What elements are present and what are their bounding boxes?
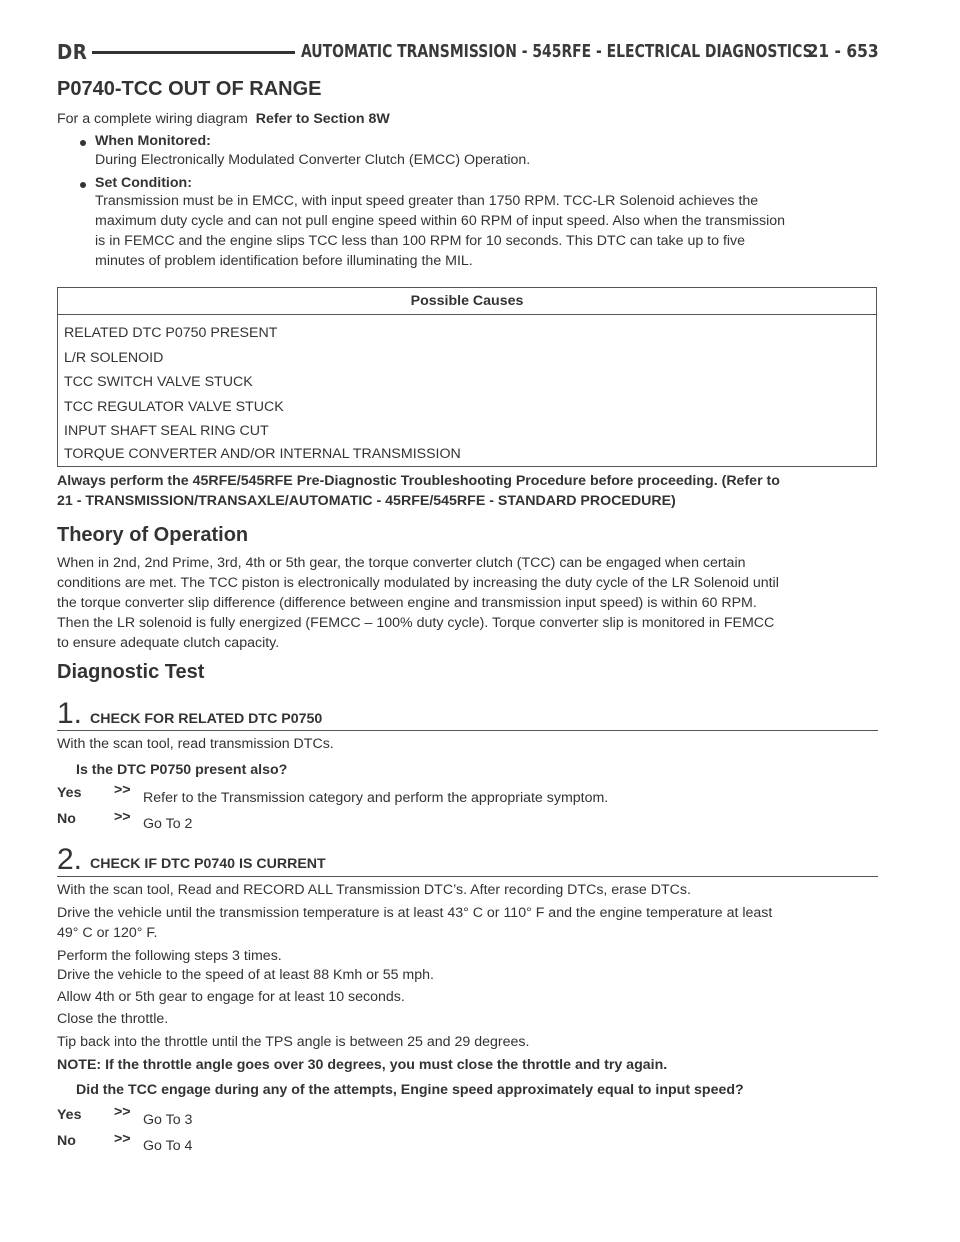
set-condition-line: maximum duty cycle and can not pull engine speed within 60 RPM of input speed. Also when the transmission <box>95 213 786 229</box>
theory-line: the torque converter slip difference (difference between engine and transmission input speed) is within 60 RPM. <box>57 595 757 611</box>
step-2-rule <box>57 876 878 877</box>
step-2-yes-label: Yes <box>57 1107 82 1123</box>
step-1-rule <box>57 730 878 731</box>
step-1-yes-arrow: >> <box>114 782 131 798</box>
step-2-title: CHECK IF DTC P0740 IS CURRENT <box>90 856 326 872</box>
step-2-line: Drive the vehicle to the speed of at least 88 Kmh or 55 mph. <box>57 967 434 983</box>
table-row: TCC REGULATOR VALVE STUCK <box>64 399 284 415</box>
wiring-ref-link[interactable]: Refer to Section 8W <box>255 111 390 127</box>
page-header <box>57 40 879 66</box>
step-2-no-text: Go To 4 <box>143 1138 193 1154</box>
bullet-set-condition-text <box>95 191 878 271</box>
always-perform-line: 21 - TRANSMISSION/TRANSAXLE/AUTOMATIC - 45RFE/545RFE - STANDARD PROCEDURE) <box>57 493 676 509</box>
header-model: DR <box>57 40 88 64</box>
set-condition-line: minutes of problem identification before illuminating the MIL. <box>95 253 473 269</box>
always-perform-line: Always perform the 45RFE/545RFE Pre-Diagnostic Troubleshooting Procedure before proceeding. (Refer to <box>57 473 780 489</box>
table-row: RELATED DTC P0750 PRESENT <box>64 325 278 341</box>
theory-line: When in 2nd, 2nd Prime, 3rd, 4th or 5th gear, the torque converter clutch (TCC) can be engaged when certain <box>57 555 746 571</box>
theory-text <box>57 553 878 653</box>
table-row: TORQUE CONVERTER AND/OR INTERNAL TRANSMISSION <box>64 446 461 462</box>
set-condition-line: Transmission must be in EMCC, with input speed greater than 1750 RPM. TCC-LR Solenoid achieves the <box>95 193 759 209</box>
step-1-no-text: Go To 2 <box>143 816 193 832</box>
step-1-number: 1. <box>57 697 83 730</box>
table-row: TCC SWITCH VALVE STUCK <box>64 374 253 390</box>
step-1-yes-label: Yes <box>57 785 82 801</box>
header-title: AUTOMATIC TRANSMISSION - 545RFE - ELECTRICAL DIAGNOSTICS <box>301 41 813 62</box>
header-page-number: 21 - 653 <box>807 41 879 62</box>
step-2-drive-text <box>57 903 878 943</box>
theory-title: Theory of Operation <box>57 524 249 546</box>
bullet-icon <box>80 182 86 188</box>
step-2-line: With the scan tool, Read and RECORD ALL Transmission DTC’s. After recording DTCs, erase DTCs. <box>57 882 691 898</box>
step-1-yes-text: Refer to the Transmission category and perform the appropriate symptom. <box>143 790 609 806</box>
section-title: P0740-TCC OUT OF RANGE <box>57 78 322 100</box>
theory-line: conditions are met. The TCC piston is electronically modulated by increasing the duty cycle of the LR Solenoid until <box>57 575 779 591</box>
step-2-no-arrow: >> <box>114 1131 131 1147</box>
diagnostic-title: Diagnostic Test <box>57 661 205 683</box>
step-1-no-label: No <box>57 811 76 827</box>
bullet-when-monitored-label: When Monitored: <box>95 133 211 149</box>
step-2-line: Allow 4th or 5th gear to engage for at least 10 seconds. <box>57 989 405 1005</box>
set-condition-line: is in FEMCC and the engine slips TCC less than 100 RPM for 10 seconds. This DTC can take up to five <box>95 233 746 249</box>
bullet-set-condition-label: Set Condition: <box>95 175 192 191</box>
step-1-title: CHECK FOR RELATED DTC P0750 <box>90 711 323 727</box>
possible-causes-table <box>57 287 877 467</box>
theory-line: to ensure adequate clutch capacity. <box>57 635 280 651</box>
step-2-note: NOTE: If the throttle angle goes over 30 degrees, you must close the throttle and try again. <box>57 1057 668 1073</box>
step-1-question: Is the DTC P0750 present also? <box>76 762 288 778</box>
step-2-yes-arrow: >> <box>114 1104 131 1120</box>
step-2-question: Did the TCC engage during any of the attempts, Engine speed approximately equal to input speed? <box>76 1082 744 1098</box>
table-row: INPUT SHAFT SEAL RING CUT <box>64 423 269 439</box>
step-2-line: Tip back into the throttle until the TPS angle is between 25 and 29 degrees. <box>57 1034 530 1050</box>
wiring-text: For a complete wiring diagram <box>57 111 248 127</box>
wiring-reference <box>57 109 390 129</box>
step-1-text: With the scan tool, read transmission DTCs. <box>57 736 334 752</box>
theory-line: Then the LR solenoid is fully energized (FEMCC – 100% duty cycle). Torque converter slip is monitored in FEMCC <box>57 615 775 631</box>
bullet-when-monitored-text: During Electronically Modulated Converter Clutch (EMCC) Operation. <box>95 152 531 168</box>
step-2-line: Perform the following steps 3 times. <box>57 948 282 964</box>
step-1-no-arrow: >> <box>114 809 131 825</box>
table-row: L/R SOLENOID <box>64 350 164 366</box>
step-2-no-label: No <box>57 1133 76 1149</box>
table-header: Possible Causes <box>58 288 876 315</box>
step-2-line: 49° C or 120° F. <box>57 925 158 941</box>
step-2-number: 2. <box>57 843 83 876</box>
step-2-line: Close the throttle. <box>57 1011 169 1027</box>
bullet-icon <box>80 140 86 146</box>
header-rule <box>92 51 295 54</box>
step-2-line: Drive the vehicle until the transmission temperature is at least 43° C or 110° F and the engine temperature at least <box>57 905 773 921</box>
step-2-yes-text: Go To 3 <box>143 1112 193 1128</box>
always-perform-note <box>57 471 878 511</box>
